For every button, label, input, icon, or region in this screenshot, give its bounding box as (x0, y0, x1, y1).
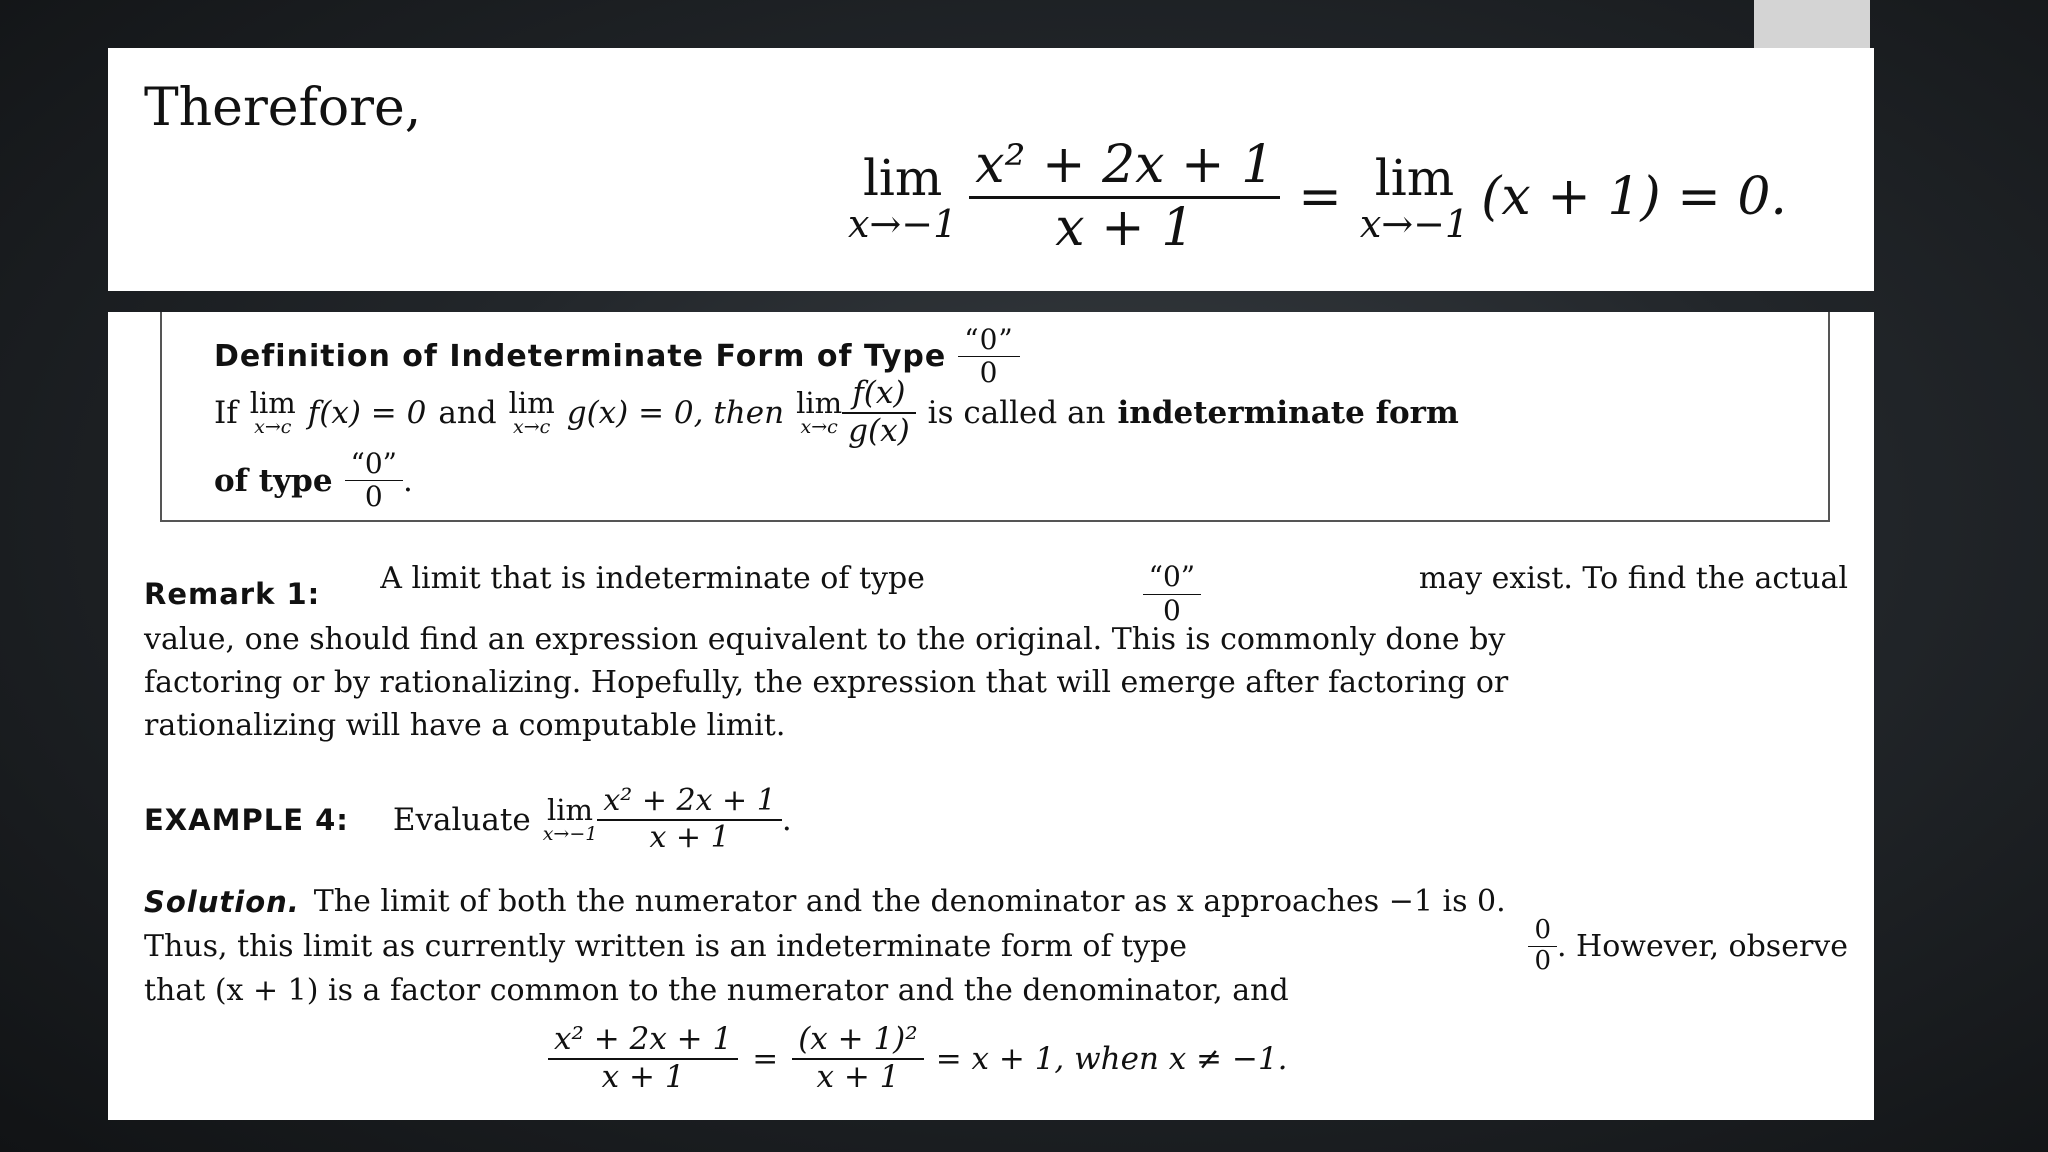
type-fraction (345, 448, 403, 513)
solution-text-2a: Thus, this limit as currently written is an indeterminate form of type (144, 928, 1188, 964)
therefore-text: Therefore, (144, 78, 422, 138)
example-label: EXAMPLE 4: (144, 802, 349, 837)
and-word: and (438, 394, 497, 431)
rhs-expression: (x + 1) = 0. (1481, 167, 1787, 228)
remark-text-a: A limit that is indeterminate of type (380, 561, 925, 597)
limit-operator (542, 792, 598, 845)
remark-line-2-text: value, one should find an expression equivalent to the original. This is commonly done by (144, 622, 1506, 657)
remark-label: Remark 1: (144, 577, 321, 611)
lim-subscript: x→−1 (542, 822, 598, 845)
solution-text-2b: . However, observe (1556, 928, 1848, 964)
lim-subscript: x→c (254, 415, 292, 438)
indeterminate-form-text: indeterminate form (1117, 394, 1459, 431)
zero-over-zero (1528, 916, 1557, 977)
fraction-right (792, 1022, 924, 1095)
lim-subscript: x→c (800, 415, 838, 438)
fraction-denominator: x + 1 (1055, 197, 1195, 258)
fraction-left (548, 1022, 738, 1095)
lim-word: lim (862, 149, 943, 208)
fraction-numerator: (x + 1)² (798, 1021, 918, 1057)
f-over-g-fraction (842, 376, 916, 449)
lim-word: lim (508, 385, 555, 420)
limit-operator (848, 149, 958, 246)
fraction-denominator: 0 (1534, 945, 1551, 976)
quote-numerator: “0” (1148, 560, 1196, 594)
fraction-denominator: x + 1 (816, 1058, 900, 1095)
remark-line-3 (144, 661, 1848, 704)
quote-denominator: 0 (979, 356, 999, 390)
solution-line-2 (144, 914, 1848, 976)
solution-text-1: The limit of both the numerator and the denominator as x approaches −1 is 0. (313, 884, 1506, 919)
slide-bottom-panel (108, 312, 1874, 1120)
solution-label: Solution. (144, 884, 300, 919)
fraction-numerator: x² + 2x + 1 (603, 783, 776, 818)
remark-text-b: may exist. To find the actual (1418, 561, 1848, 597)
quote-numerator: “0” (350, 447, 397, 480)
fraction-numerator: 0 (1534, 914, 1551, 945)
solution-line-1-text (314, 884, 1848, 919)
equals-sign: = (752, 1040, 779, 1077)
factored-equation (548, 1022, 1288, 1095)
if-word: If (214, 394, 238, 431)
limit-operator (508, 385, 555, 438)
limit-operator-rhs (1359, 149, 1470, 246)
fraction-numerator: x² + 2x + 1 (975, 135, 1275, 195)
example-fraction (597, 784, 781, 855)
equation-tail: = x + 1, when x ≠ −1. (935, 1040, 1288, 1077)
fraction-denominator: x + 1 (649, 819, 730, 855)
equals-sign: = (1298, 167, 1342, 228)
definition-line-1 (214, 376, 1459, 449)
limit-operator (249, 385, 296, 438)
of-type-text: of type (214, 462, 333, 499)
quote-denominator: 0 (364, 480, 383, 514)
limit-operator (796, 385, 843, 438)
lim-word: lim (249, 385, 296, 420)
limit-fraction (969, 136, 1280, 259)
period: . (403, 462, 413, 499)
fraction-denominator: x + 1 (601, 1058, 685, 1095)
definition-box (160, 312, 1830, 522)
remark-line-1 (144, 560, 1848, 627)
lim-subscript: x→−1 (848, 201, 958, 246)
solution-paragraph (144, 880, 1848, 1012)
f-equals-zero: f(x) = 0 (307, 394, 427, 431)
definition-line-2 (214, 448, 413, 513)
remark-line-4-text: rationalizing will have a computable limit. (144, 708, 786, 743)
lim-word: lim (1374, 149, 1455, 208)
top-tab-marker (1754, 0, 1870, 48)
example-heading (144, 784, 792, 855)
fraction-numerator: f(x) (852, 375, 906, 411)
definition-title-text: Definition of Indeterminate Form of Type (214, 339, 947, 375)
quote-numerator: “0” (964, 323, 1014, 356)
type-fraction (1143, 561, 1201, 626)
fraction-numerator: x² + 2x + 1 (554, 1021, 733, 1057)
lim-word: lim (796, 385, 843, 420)
lim-subscript: x→c (513, 415, 551, 438)
remark-line-4 (144, 704, 1848, 747)
lim-subscript: x→−1 (1359, 201, 1470, 246)
solution-text-3: that (x + 1) is a factor common to the numerator and the denominator, and (144, 973, 1289, 1008)
is-called-text: is called an (927, 394, 1106, 431)
remark-paragraph (144, 560, 1848, 747)
remark-line-3-text: factoring or by rationalizing. Hopefully, the expression that will emerge after factoring or (144, 665, 1509, 700)
g-equals-zero: g(x) = 0, then (566, 394, 785, 431)
evaluate-word: Evaluate (392, 801, 531, 838)
limit-equation (848, 136, 1787, 259)
quote-denominator: 0 (1162, 593, 1181, 627)
fraction-denominator: g(x) (848, 412, 910, 449)
lim-word: lim (546, 792, 594, 827)
remark-line-1-text (380, 561, 1848, 626)
period: . (781, 801, 792, 838)
slide-top-panel (108, 48, 1874, 291)
